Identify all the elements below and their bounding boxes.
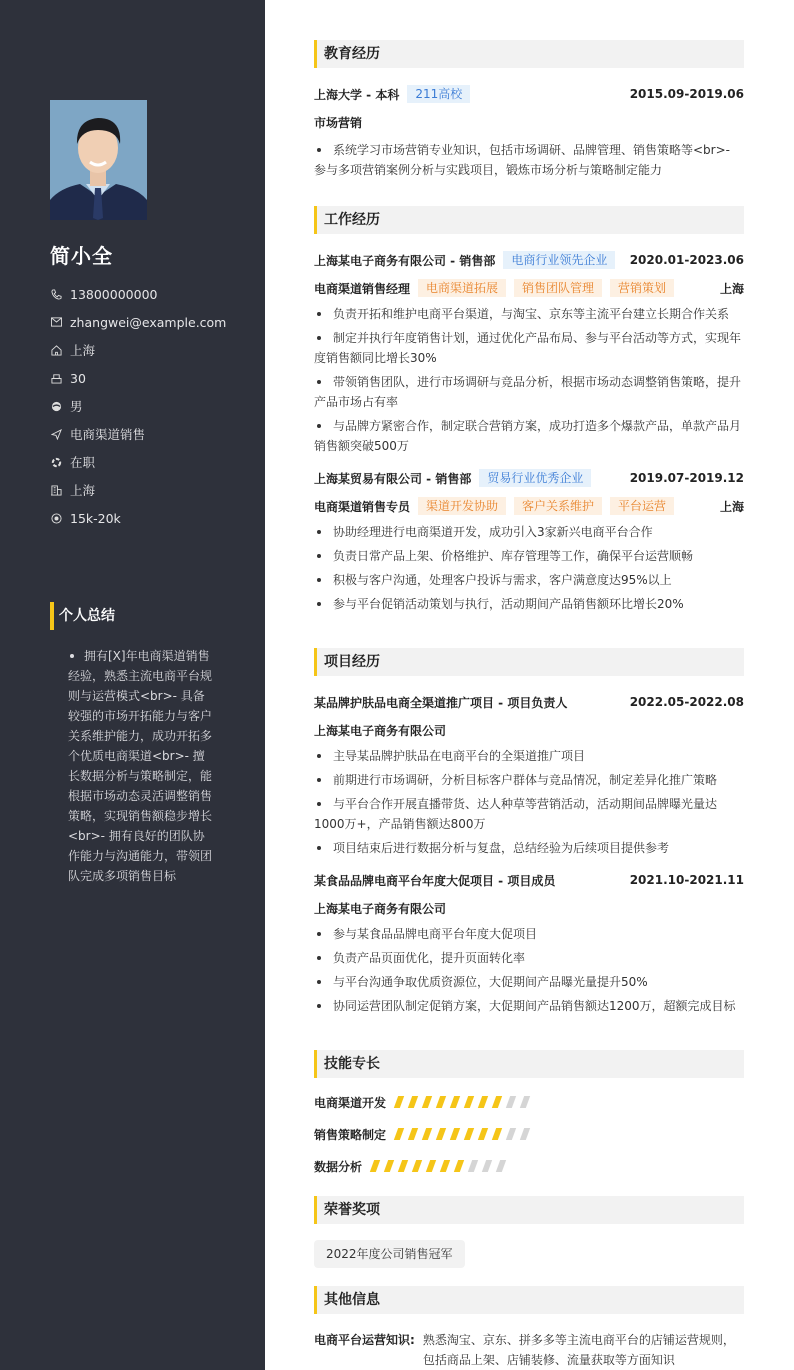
summary-body: 拥有[X]年电商渠道销售经验，熟悉主流电商平台规则与运营模式<br>- 具备较强的市场开拓能力与客户关系维护能力，成功开拓多个优质电商渠道<br>- 擅长数据分析与策略制定，能根据市场动态灵活调整销售策略，实现销售额稳步增长<br>- 拥有良好的团队协作能力与沟通能力，带领团队完成多项销售目标 [68, 649, 213, 883]
school-name: 上海大学 - 本科 [314, 87, 400, 102]
skill-name: 数据分析 [314, 1159, 363, 1174]
bullet-dot [317, 312, 321, 316]
project-company-row [314, 716, 744, 744]
bullet-dot [317, 554, 321, 558]
bullet-dot [317, 578, 321, 582]
skill-level-segment [464, 1096, 474, 1108]
skill-row [314, 1150, 744, 1182]
bullet-dot [317, 846, 321, 850]
contact-age [50, 364, 226, 392]
contact-address [50, 336, 226, 364]
job-bullets [314, 302, 744, 458]
sidebar [0, 0, 265, 1370]
skill-level-segment [450, 1128, 460, 1140]
other-heading: 其他信息 [314, 1286, 744, 1314]
skills-list [314, 1086, 744, 1182]
list-item: 系统学习市场营销专业知识，包括市场调研、品牌管理、销售策略等<br>- 参与多项营销案例分析与实践项目，锻炼市场分析与策略制定能力 [314, 143, 730, 177]
list-item: 参与某食品品牌电商平台年度大促项目 [314, 922, 744, 946]
age-icon [50, 372, 62, 384]
skill-tag: 销售团队管理 [514, 279, 602, 297]
skill-level-segment [506, 1128, 516, 1140]
skill-level-segment [496, 1160, 506, 1172]
work-section [314, 206, 744, 616]
skill-level-segment [384, 1160, 394, 1172]
job-period: 2020.01-2023.06 [629, 253, 744, 267]
skill-level-segment [370, 1160, 380, 1172]
list-item: 带领销售团队，进行市场调研与竞品分析，根据市场动态调整销售策略，提升产品市场占有率 [314, 375, 742, 409]
list-item: 协助经理进行电商渠道开发，成功引入3家新兴电商平台合作 [314, 520, 744, 544]
skill-level-segment [394, 1128, 404, 1140]
salary-value: 15k-20k [70, 510, 121, 526]
send-icon [50, 428, 62, 440]
project-bullets [314, 922, 744, 1018]
projects-section [314, 648, 744, 1018]
skill-level-segment [454, 1160, 464, 1172]
bullet-dot [317, 980, 321, 984]
skill-tag: 电商渠道拓展 [418, 279, 506, 297]
skills-heading: 技能专长 [314, 1050, 744, 1078]
major: 市场营销 [314, 115, 363, 130]
skill-level-segment [450, 1096, 460, 1108]
project-header [314, 688, 744, 716]
address-value: 上海 [70, 343, 96, 358]
skill-level-segment [412, 1160, 422, 1172]
phone-icon [50, 288, 62, 300]
list-item: 主导某品牌护肤品在电商平台的全渠道推广项目 [314, 744, 744, 768]
skill-level-segment [506, 1096, 516, 1108]
list-item: 积极与客户沟通，处理客户投诉与需求，客户满意度达95%以上 [314, 568, 744, 592]
contact-target-city [50, 476, 226, 504]
email-value: zhangwei@example.com [70, 314, 227, 330]
job-role: 电商渠道销售专员 [314, 499, 411, 514]
bullet-dot [70, 654, 74, 658]
project-entry [314, 688, 744, 860]
skill-level-bar [372, 1160, 512, 1172]
skill-tag: 客户关系维护 [514, 497, 602, 515]
awards-heading: 荣誉奖项 [314, 1196, 744, 1224]
major-row [314, 108, 744, 136]
awards-section [314, 1196, 744, 1268]
job-bullets [314, 520, 744, 616]
company-tag: 贸易行业优秀企业 [479, 469, 591, 487]
skill-level-segment [468, 1160, 478, 1172]
age-value: 30 [70, 370, 86, 386]
list-item: 负责日常产品上架、价格维护、库存管理等工作，确保平台运营顺畅 [314, 544, 744, 568]
mail-icon [50, 316, 62, 328]
bullet-dot [317, 932, 321, 936]
skill-level-segment [422, 1128, 432, 1140]
home-icon [50, 344, 62, 356]
skill-level-segment [492, 1096, 502, 1108]
bullet-dot [317, 802, 321, 806]
education-section [314, 40, 744, 182]
skill-level-segment [398, 1160, 408, 1172]
skill-name: 销售策略制定 [314, 1127, 387, 1142]
job-period: 2019.07-2019.12 [629, 471, 744, 485]
company-name: 上海某电子商务有限公司 - 销售部 [314, 253, 496, 268]
education-row [314, 80, 744, 108]
project-name: 某食品品牌电商平台年度大促项目 - 项目成员 [314, 873, 556, 888]
skill-level-segment [426, 1160, 436, 1172]
job-entry [314, 246, 744, 458]
summary-heading: 个人总结 [50, 602, 115, 630]
award-badge: 2022年度公司销售冠军 [314, 1240, 465, 1268]
project-bullets [314, 744, 744, 860]
contact-status [50, 448, 226, 476]
skills-section [314, 1050, 744, 1182]
skill-level-bar [396, 1096, 536, 1108]
skill-level-segment [520, 1096, 530, 1108]
project-company: 上海某电子商务有限公司 [314, 723, 447, 738]
list-item: 参与平台促销活动策划与执行，活动期间产品销售额环比增长20% [314, 592, 744, 616]
list-item: 与平台合作开展直播带货、达人种草等营销活动，活动期间品牌曝光量达1000万+，产品销售额达800万 [314, 797, 718, 831]
bullet-dot [317, 530, 321, 534]
skill-level-segment [492, 1128, 502, 1140]
contact-target-position [50, 420, 226, 448]
contact-gender [50, 392, 226, 420]
salary-icon [50, 512, 62, 524]
list-item: 与平台沟通争取优质资源位，大促期间产品曝光量提升50% [314, 970, 744, 994]
candidate-name: 简小全 [50, 244, 113, 268]
project-header [314, 866, 744, 894]
skill-level-segment [394, 1096, 404, 1108]
contact-phone [50, 280, 226, 308]
skill-row [314, 1086, 744, 1118]
other-section [314, 1286, 744, 1370]
job-city: 上海 [719, 499, 744, 514]
list-item: 负责产品页面优化，提升页面转化率 [314, 946, 744, 970]
job-city: 上海 [719, 281, 744, 296]
list-item: 制定并执行年度销售计划，通过优化产品布局、参与平台活动等方式，实现年度销售额同比增长30% [314, 331, 742, 365]
project-company: 上海某电子商务有限公司 [314, 901, 447, 916]
list-item: 项目结束后进行数据分析与复盘，总结经验为后续项目提供参考 [314, 836, 744, 860]
bullet-dot [317, 956, 321, 960]
job-header [314, 246, 744, 274]
other-item-value: 熟悉淘宝、京东、拼多多等主流电商平台的店铺运营规则，包括商品上架、店铺装修、流量获取等方面知识 [422, 1333, 735, 1367]
skill-level-segment [436, 1096, 446, 1108]
status-icon [50, 456, 62, 468]
company-name: 上海某贸易有限公司 - 销售部 [314, 471, 472, 486]
project-entry [314, 866, 744, 1018]
job-role-row [314, 492, 744, 520]
skill-level-segment [436, 1128, 446, 1140]
skill-tag: 平台运营 [610, 497, 674, 515]
education-period: 2015.09-2019.06 [629, 87, 744, 101]
profile-photo [50, 100, 147, 220]
school-tag: 211高校 [407, 85, 470, 103]
list-item: 与品牌方紧密合作，制定联合营销方案，成功打造多个爆款产品，单款产品月销售额突破500万 [314, 419, 742, 453]
skill-level-segment [520, 1128, 530, 1140]
contact-email [50, 308, 226, 336]
list-item: 协同运营团队制定促销方案，大促期间产品销售额达1200万，超额完成目标 [314, 994, 744, 1018]
bullet-dot [317, 424, 321, 428]
bullet-dot [317, 778, 321, 782]
summary-text [68, 646, 216, 886]
job-entry [314, 464, 744, 616]
project-name: 某品牌护肤品电商全渠道推广项目 - 项目负责人 [314, 695, 568, 710]
skill-tag: 营销策划 [610, 279, 674, 297]
contact-list [50, 280, 226, 532]
skill-level-segment [464, 1128, 474, 1140]
education-heading: 教育经历 [314, 40, 744, 68]
list-item: 负责开拓和维护电商平台渠道，与淘宝、京东等主流平台建立长期合作关系 [314, 302, 744, 326]
bullet-dot [317, 1004, 321, 1008]
other-item-key: 电商平台运营知识: [314, 1333, 415, 1347]
bullet-dot [317, 602, 321, 606]
job-header [314, 464, 744, 492]
contact-salary [50, 504, 226, 532]
job-role: 电商渠道销售经理 [314, 281, 411, 296]
project-period: 2022.05-2022.08 [629, 695, 744, 709]
skill-level-segment [478, 1096, 488, 1108]
bullet-dot [317, 754, 321, 758]
education-bullets [314, 138, 744, 182]
status-value: 在职 [70, 455, 96, 470]
skill-tag: 渠道开发协助 [418, 497, 506, 515]
bullet-dot [317, 148, 321, 152]
skill-level-segment [478, 1128, 488, 1140]
skill-level-segment [408, 1128, 418, 1140]
company-tag: 电商行业领先企业 [503, 251, 615, 269]
work-heading: 工作经历 [314, 206, 744, 234]
bullet-dot [317, 380, 321, 384]
skill-name: 电商渠道开发 [314, 1095, 387, 1110]
project-period: 2021.10-2021.11 [629, 873, 744, 887]
project-company-row [314, 894, 744, 922]
bullet-dot [317, 336, 321, 340]
projects-heading: 项目经历 [314, 648, 744, 676]
skill-level-segment [440, 1160, 450, 1172]
target-city-value: 上海 [70, 483, 96, 498]
skill-level-segment [408, 1096, 418, 1108]
skill-level-bar [396, 1128, 536, 1140]
skill-level-segment [482, 1160, 492, 1172]
list-item: 前期进行市场调研，分析目标客户群体与竞品情况，制定差异化推广策略 [314, 768, 744, 792]
skill-row [314, 1118, 744, 1150]
job-role-row [314, 274, 744, 302]
building-icon [50, 484, 62, 496]
gender-value: 男 [70, 399, 83, 414]
skill-level-segment [422, 1096, 432, 1108]
gender-icon [50, 400, 62, 412]
other-item [314, 1330, 744, 1370]
target-position-value: 电商渠道销售 [70, 427, 146, 442]
phone-value: 13800000000 [70, 286, 158, 302]
